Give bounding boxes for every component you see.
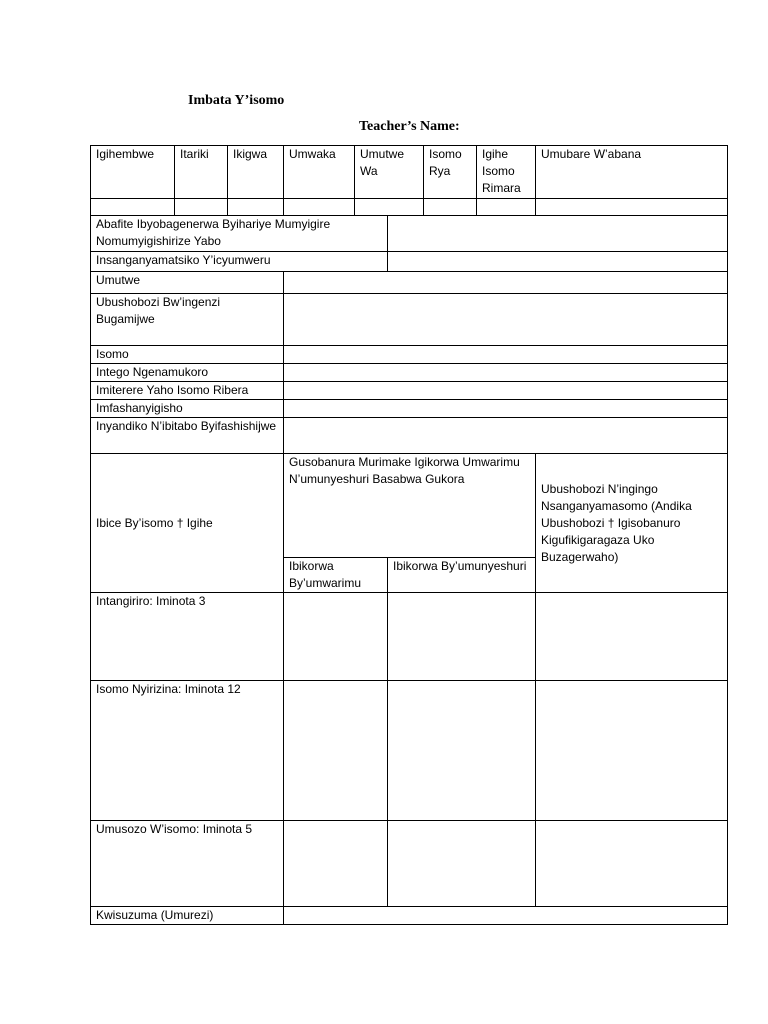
- row-intangiriro: [91, 593, 728, 681]
- row-isomo-nyirizina: [91, 681, 728, 821]
- header-ikigwa: Ikigwa: [228, 146, 284, 199]
- value-isomo-rya[interactable]: [424, 199, 477, 216]
- row-inyandiko: [91, 418, 728, 454]
- label-insanganyamatsiko: Insanganyamatsiko Y’icyumweru: [91, 252, 388, 272]
- header-values-row: [91, 199, 728, 216]
- label-umutwe: Umutwe: [91, 272, 284, 294]
- field-inyandiko[interactable]: [284, 418, 728, 454]
- label-kwisuzuma: Kwisuzuma (Umurezi): [91, 907, 284, 925]
- header-umutwe-wa: Umutwe Wa: [355, 146, 424, 199]
- header-umwaka: Umwaka: [284, 146, 355, 199]
- field-insanganyamatsiko[interactable]: [388, 252, 728, 272]
- label-imiterere: Imiterere Yaho Isomo Ribera: [91, 382, 284, 400]
- field-imiterere[interactable]: [284, 382, 728, 400]
- row-phase-header-1: [91, 454, 728, 558]
- label-ubushobozi: Ubushobozi Bw’ingenzi Bugamijwe: [91, 294, 284, 346]
- value-igihe-isomo-rimara[interactable]: [477, 199, 536, 216]
- label-intego: Intego Ngenamukoro: [91, 364, 284, 382]
- row-intego: [91, 364, 728, 382]
- header-row: [91, 146, 728, 199]
- row-umutwe: [91, 272, 728, 294]
- row-kwisuzuma: [91, 907, 728, 925]
- label-isomo-nyirizina: Isomo Nyirizina: Iminota 12: [91, 681, 284, 821]
- label-isomo: Isomo: [91, 346, 284, 364]
- label-intangiriro: Intangiriro: Iminota 3: [91, 593, 284, 681]
- field-isomo-nyirizina-ubushobozi[interactable]: [536, 681, 728, 821]
- field-isomo-nyirizina-umunyeshuri[interactable]: [388, 681, 536, 821]
- row-umusozo: [91, 821, 728, 907]
- row-abafite: [91, 216, 728, 252]
- label-ibikorwa-umwarimu: Ibikorwa By’umwarimu: [284, 558, 388, 593]
- label-ibikorwa-umunyeshuri: Ibikorwa By’umunyeshuri: [388, 558, 536, 593]
- field-kwisuzuma[interactable]: [284, 907, 728, 925]
- field-umutwe[interactable]: [284, 272, 728, 294]
- label-imfashanyigisho: Imfashanyigisho: [91, 400, 284, 418]
- field-isomo-nyirizina-umwarimu[interactable]: [284, 681, 388, 821]
- field-umusozo-umwarimu[interactable]: [284, 821, 388, 907]
- field-ubushobozi[interactable]: [284, 294, 728, 346]
- row-imiterere: [91, 382, 728, 400]
- value-ikigwa[interactable]: [228, 199, 284, 216]
- field-imfashanyigisho[interactable]: [284, 400, 728, 418]
- header-itariki: Itariki: [175, 146, 228, 199]
- value-umwaka[interactable]: [284, 199, 355, 216]
- header-igihembwe: Igihembwe: [91, 146, 175, 199]
- label-abafite: Abafite Ibyobagenerwa Byihariye Mumyigire Nomumyigishirize Yabo: [91, 216, 388, 252]
- value-umutwe-wa[interactable]: [355, 199, 424, 216]
- row-imfashanyigisho: [91, 400, 728, 418]
- label-gusobanura: Gusobanura Murimake Igikorwa Umwarimu N’umunyeshuri Basabwa Gukora: [284, 454, 536, 558]
- label-ibice-byisomo: Ibice By’isomo † Igihe: [91, 454, 284, 593]
- header-igihe-isomo-rimara: Igihe Isomo Rimara: [477, 146, 536, 199]
- field-intangiriro-umunyeshuri[interactable]: [388, 593, 536, 681]
- value-umubare-wabana[interactable]: [536, 199, 728, 216]
- value-igihembwe[interactable]: [91, 199, 175, 216]
- value-itariki[interactable]: [175, 199, 228, 216]
- field-abafite[interactable]: [388, 216, 728, 252]
- row-insanganyamatsiko: [91, 252, 728, 272]
- lesson-plan-table: [90, 145, 728, 925]
- field-intangiriro-umwarimu[interactable]: [284, 593, 388, 681]
- label-umusozo: Umusozo W’isomo: Iminota 5: [91, 821, 284, 907]
- label-inyandiko: Inyandiko N’ibitabo Byifashishijwe: [91, 418, 284, 454]
- row-ubushobozi: [91, 294, 728, 346]
- field-intego[interactable]: [284, 364, 728, 382]
- row-isomo: [91, 346, 728, 364]
- header-isomo-rya: Isomo Rya: [424, 146, 477, 199]
- field-umusozo-ubushobozi[interactable]: [536, 821, 728, 907]
- document-title: Imbata Y’isomo: [188, 93, 285, 108]
- field-intangiriro-ubushobozi[interactable]: [536, 593, 728, 681]
- teacher-name-label: Teacher’s Name:: [359, 119, 460, 134]
- header-umubare-wabana: Umubare W’abana: [536, 146, 728, 199]
- label-ubushobozi-ningingo: Ubushobozi N’ingingo Nsanganyamasomo (Andika Ubushobozi † Igisobanuro Kigufikigaragaza Uko Buzagerwaho): [536, 454, 728, 593]
- field-umusozo-umunyeshuri[interactable]: [388, 821, 536, 907]
- field-isomo[interactable]: [284, 346, 728, 364]
